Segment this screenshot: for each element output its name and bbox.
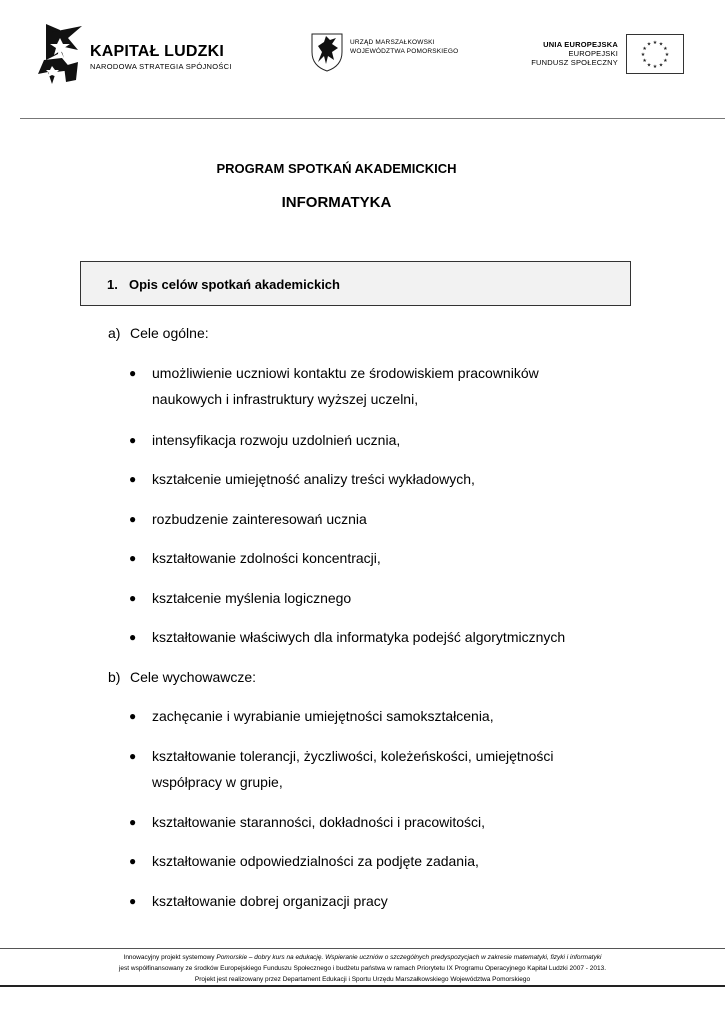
page-header (0, 0, 725, 120)
section-number: 1. (107, 277, 118, 292)
list-item-text: kształtowanie zdolności koncentracji, (152, 550, 381, 566)
eu-star-icon: ★ (663, 46, 668, 52)
list-item-text: zachęcanie i wyrabianie umiejętności samokształcenia, (152, 708, 494, 724)
subheading-general-goals (108, 325, 209, 341)
document-subtitle: INFORMATYKA (281, 194, 392, 211)
subheading-label: a) (108, 325, 121, 341)
eu-star-icon: ★ (663, 58, 668, 64)
eu-star-icon: ★ (646, 41, 652, 48)
bullet-icon: ● (129, 854, 137, 868)
eu-star-icon: ★ (652, 64, 658, 70)
document-title: PROGRAM SPOTKAŃ AKADEMICKICH (216, 161, 457, 176)
header-divider (20, 118, 725, 119)
subheading-educational-goals (108, 669, 256, 685)
bullet-icon: ● (129, 551, 137, 565)
eu-fund-text (531, 40, 618, 67)
pomorskie-griffin-crest-icon (308, 32, 346, 72)
list-item-text: kształtowanie staranności, dokładności i pracowitości, (152, 814, 486, 830)
list-item-text: umożliwienie uczniowi kontaktu ze środowiskiem pracowników naukowych i infrastruktury wyższej uczelni, (152, 365, 539, 407)
pomorskie-office-name (350, 38, 458, 56)
list-item-text: kształtowanie właściwych dla informatyka podejść algorytmicznych (152, 629, 566, 645)
bullet-icon: ● (129, 630, 137, 644)
bullet-icon: ● (129, 894, 137, 908)
eu-star-icon: ★ (658, 41, 664, 48)
pomorskie-line-2: WOJEWÓDZTWA POMORSKIEGO (350, 48, 459, 55)
footer-divider-bottom (0, 985, 725, 987)
list-item-text: kształtowanie tolerancji, życzliwości, koleżeńskości, umiejętności współpracy w grupie, (152, 748, 554, 790)
eu-star-icon: ★ (642, 46, 647, 52)
kapital-ludzki-logo-icon (38, 24, 86, 86)
eu-flag-icon (626, 34, 684, 74)
subheading-title: Cele ogólne: (130, 325, 209, 341)
eu-star-icon: ★ (664, 52, 670, 58)
footer-line-2: jest współfinansowany ze środków Europejskiego Funduszu Społecznego i budżetu państwa w ramach Priorytetu IX Programu Operacyjnego Kapitał Ludzki 2007 - 2013. (118, 965, 607, 972)
eu-star-icon: ★ (658, 62, 664, 69)
list-item-text: intensyfikacja rozwoju uzdolnień ucznia, (152, 432, 401, 448)
footer-line-1: Innowacyjny projekt systemowy Pomorskie – dobry kurs na edukację. Wspieranie uczniów o szczególnych predyspozycjach w zakresie matematyki, fizyki i informatyki (123, 954, 602, 961)
bullet-icon: ● (129, 709, 137, 723)
bullet-icon: ● (129, 433, 137, 447)
pomorskie-line-1: URZĄD MARSZAŁKOWSKI (350, 39, 435, 46)
eu-star-icon: ★ (642, 58, 647, 64)
eu-star-icon: ★ (640, 52, 646, 58)
eu-star-icon: ★ (652, 40, 658, 46)
eu-line-1: UNIA EUROPEJSKA (543, 40, 618, 49)
eu-line-2: EUROPEJSKI (568, 49, 618, 58)
bullet-icon: ● (129, 366, 137, 380)
eu-line-3: FUNDUSZ SPOŁECZNY (531, 58, 618, 67)
list-item-text: kształcenie myślenia logicznego (152, 590, 352, 606)
footer-line-3: Projekt jest realizowany przez Departament Edukacji i Sportu Urzędu Marszałkowskiego Województwa Pomorskiego (194, 976, 531, 983)
bullet-icon: ● (129, 815, 137, 829)
kapital-ludzki-subtitle: NARODOWA STRATEGIA SPÓJNOŚCI (90, 62, 232, 71)
bullet-icon: ● (129, 472, 137, 486)
subheading-label: b) (108, 669, 121, 685)
bullet-icon: ● (129, 591, 137, 605)
bullet-icon: ● (129, 512, 137, 526)
list-item-text: rozbudzenie zainteresowań ucznia (152, 511, 367, 527)
page-footer (0, 952, 725, 985)
list-item-text: kształtowanie dobrej organizacji pracy (152, 893, 388, 909)
list-item-text: kształcenie umiejętność analizy treści wykładowych, (152, 471, 475, 487)
eu-star-icon: ★ (646, 62, 652, 69)
footer-divider-top (0, 948, 725, 949)
bullet-icon: ● (129, 749, 137, 763)
section-heading-box (80, 261, 631, 306)
section-title: Opis celów spotkań akademickich (129, 277, 340, 292)
kapital-ludzki-title: KAPITAŁ LUDZKI (90, 43, 225, 60)
list-item-text: kształtowanie odpowiedzialności za podjęte zadania, (152, 853, 479, 869)
subheading-title: Cele wychowawcze: (130, 669, 257, 685)
